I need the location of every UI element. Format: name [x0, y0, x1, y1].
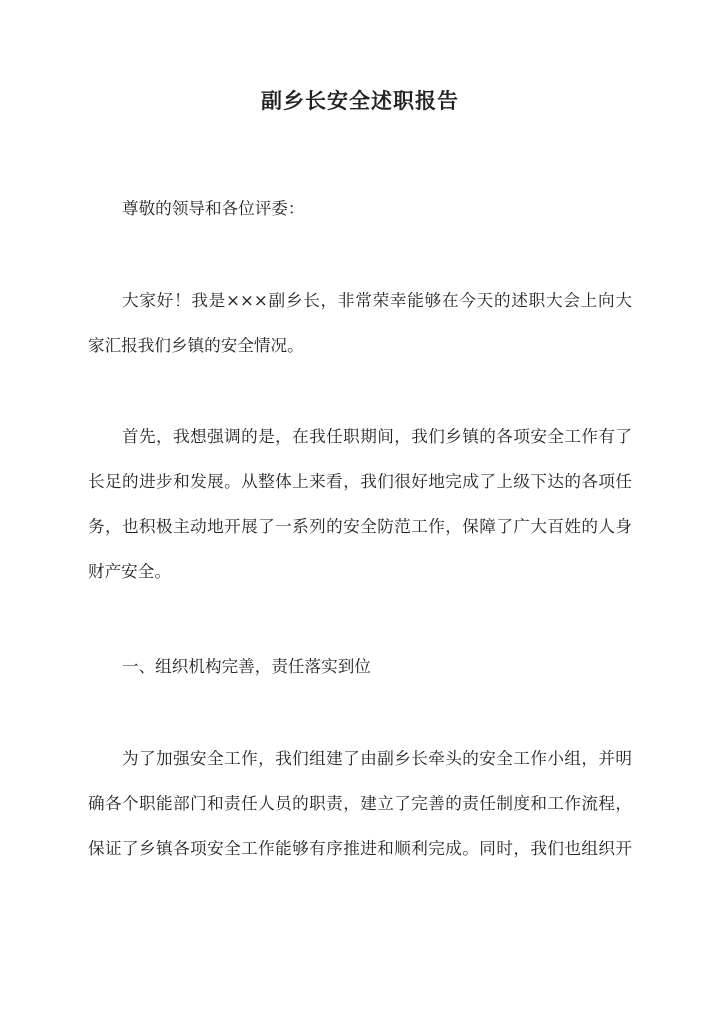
salutation-line: 尊敬的领导和各位评委： — [122, 199, 305, 218]
paragraph-line: 确各个职能部门和责任人员的职责，建立了完善的责任制度和工作流程， — [88, 794, 632, 813]
paragraph-organization — [88, 736, 632, 871]
paragraph-line: 大家好！我是×××副乡长，非常荣幸能够在今天的述职大会上向大 — [122, 291, 632, 310]
section-heading — [88, 644, 632, 689]
paragraph-line: 为了加强安全工作，我们组建了由副乡长牵头的安全工作小组，并明 — [122, 749, 632, 768]
document-title: 副乡长安全述职报告 — [261, 88, 459, 113]
paragraph-greeting — [88, 278, 632, 368]
section-heading-line: 一、组织机构完善，责任落实到位 — [122, 657, 371, 676]
paragraph-line: 财产安全。 — [88, 562, 171, 581]
paragraph-line: 家汇报我们乡镇的安全情况。 — [88, 336, 304, 355]
paragraph-line: 保证了乡镇各项安全工作能够有序推进和顺利完成。同时，我们也组织开 — [88, 839, 632, 858]
paragraph-overview — [88, 414, 632, 594]
salutation — [88, 186, 632, 231]
paragraph-line: 首先，我想强调的是，在我任职期间，我们乡镇的各项安全工作有了 — [122, 427, 632, 446]
paragraph-line: 务，也积极主动地开展了一系列的安全防范工作，保障了广大百姓的人身 — [88, 517, 632, 536]
paragraph-line: 长足的进步和发展。从整体上来看，我们很好地完成了上级下达的各项任 — [88, 472, 632, 491]
